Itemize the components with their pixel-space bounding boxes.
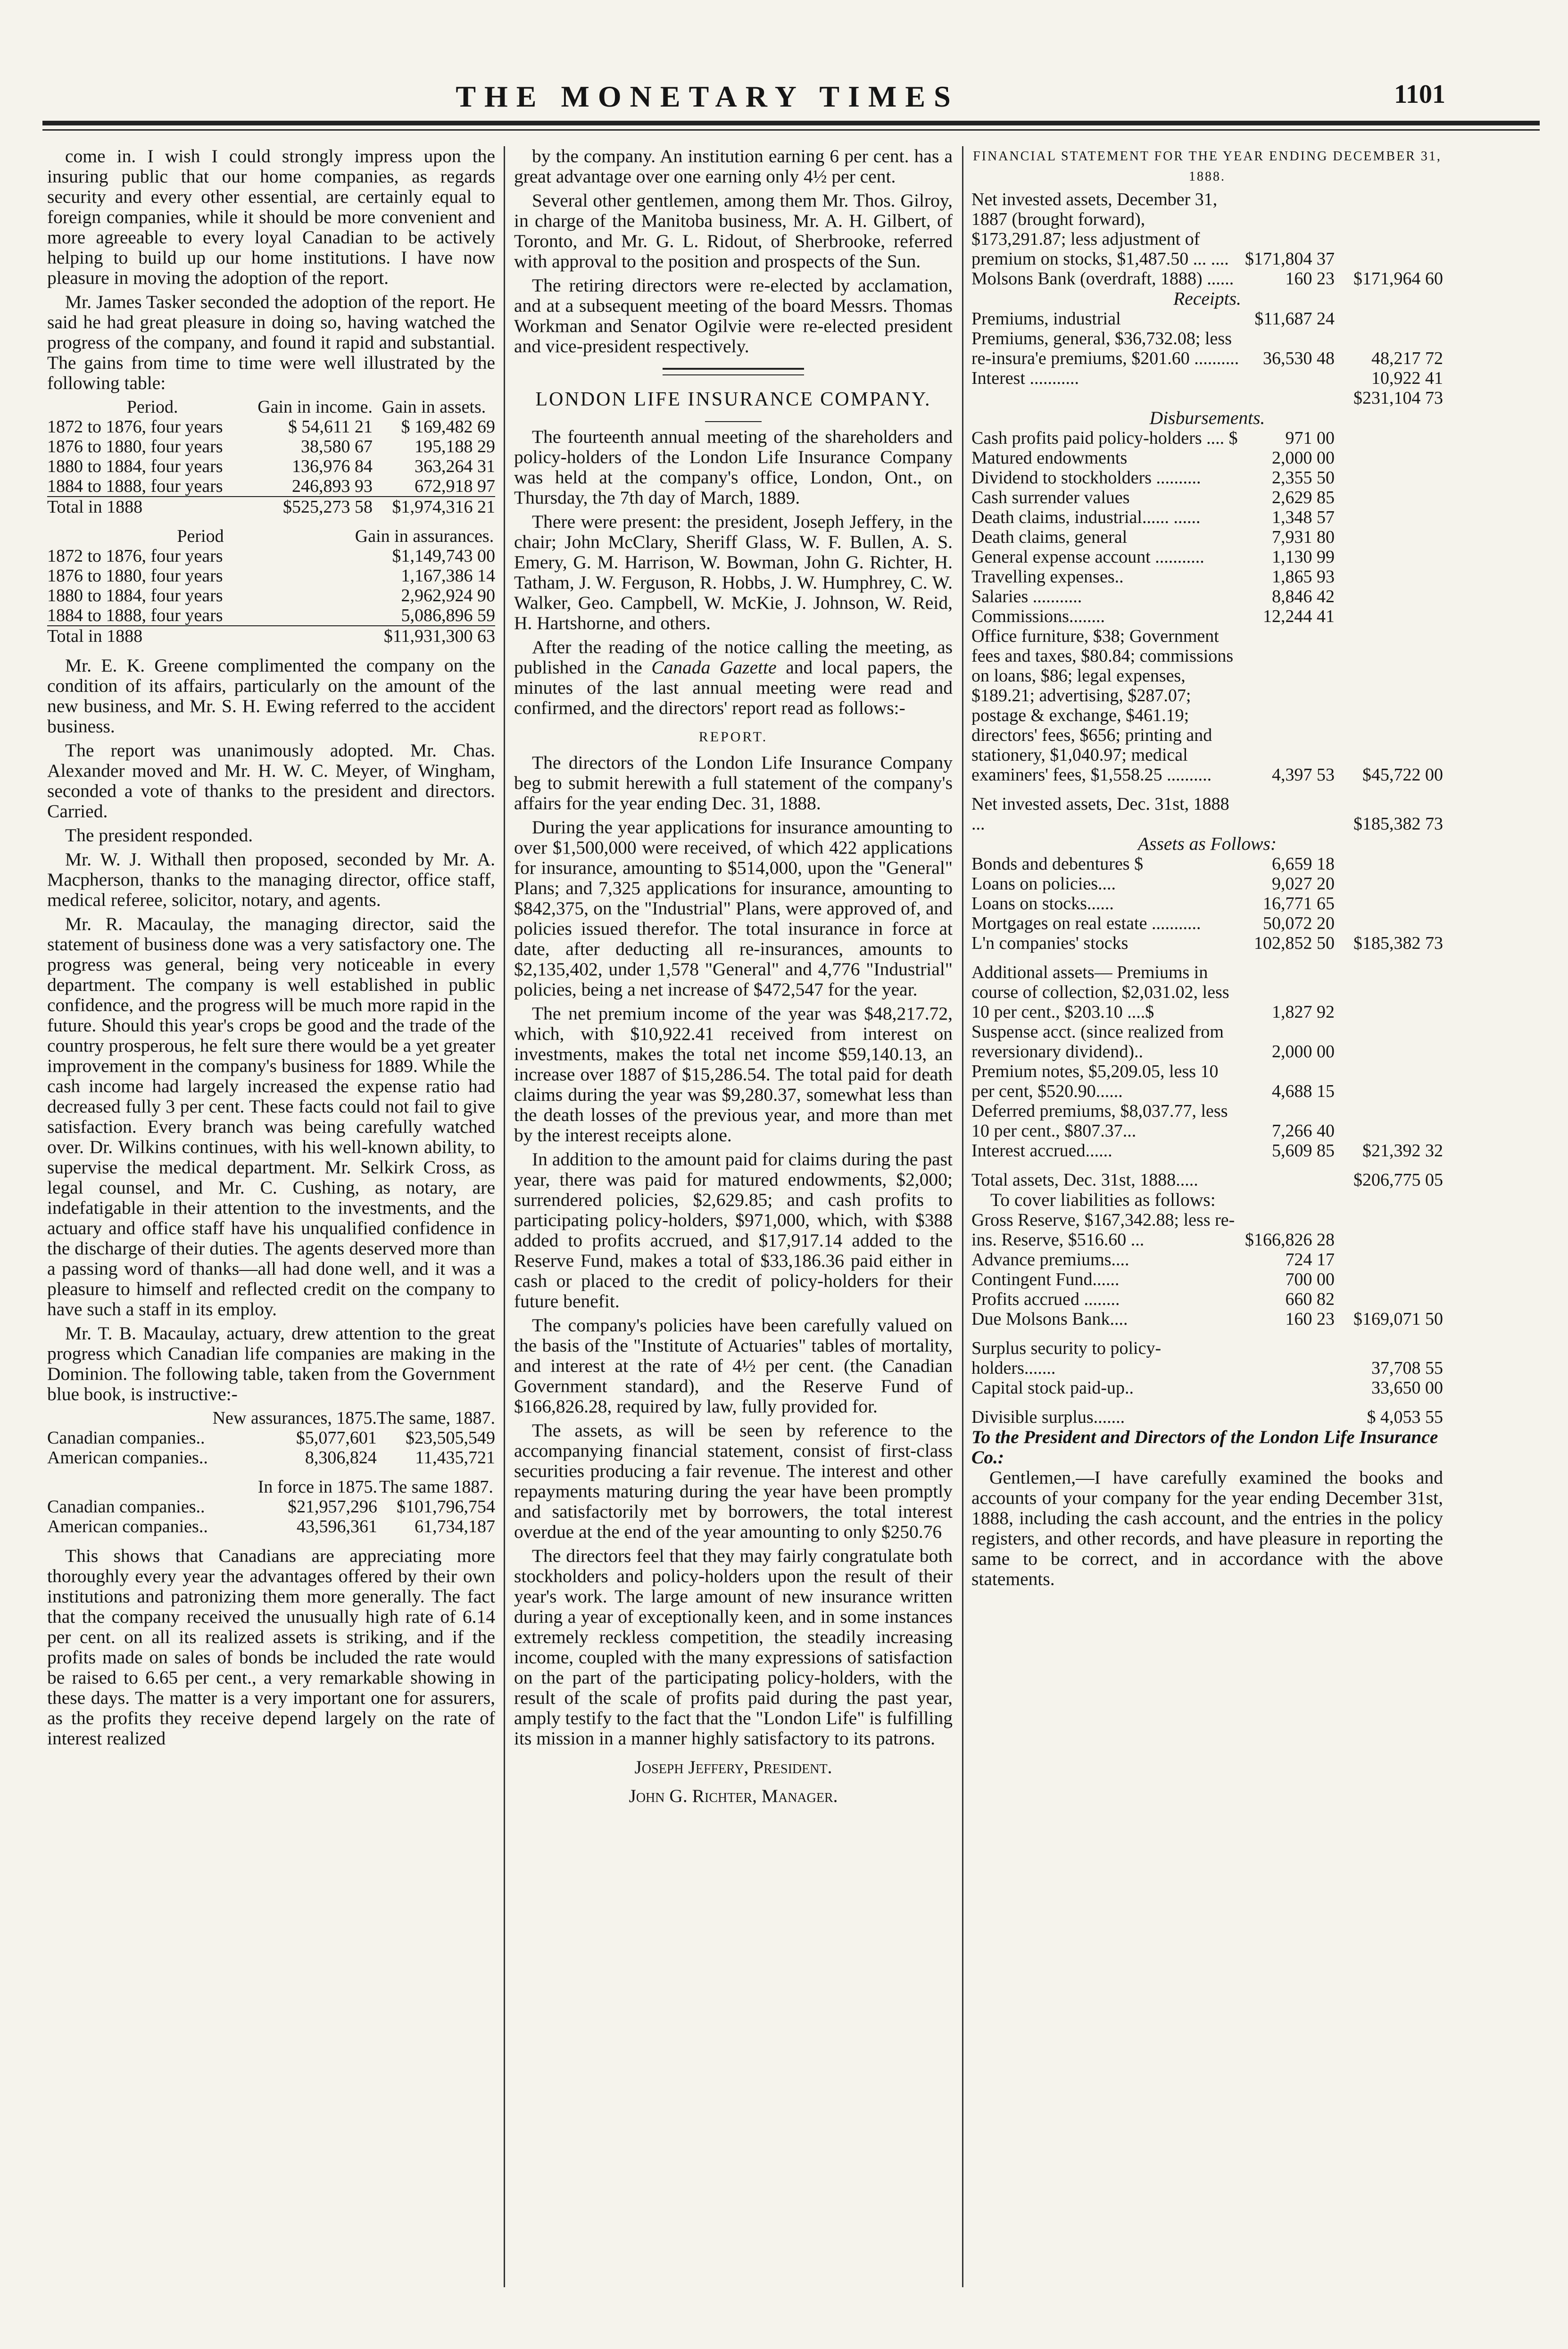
table-cell: 1880 to 1884, four years <box>47 457 223 476</box>
row-amount: 7,266 40 <box>1272 1121 1335 1141</box>
auditor-address: To the President and Directors of the London Life Insurance Co.: <box>971 1427 1438 1468</box>
paragraph: Mr. E. K. Greene complimented the company on the condition of its affairs, particularly on the amount of the new business, and Mr. S. H. Ewing referred to the accident business. <box>47 655 495 737</box>
table-row <box>971 626 1443 785</box>
paragraph <box>514 637 953 718</box>
row-amount <box>1240 1338 1335 1378</box>
paragraph: The net premium income of the year was $48,217.72, which, with $10,922.41 received from interest on investments, makes the total net income $59,140.13, an increase over 1887 of $15,286.54. The total paid for death claims during the year was $9,280.37, somewhat less than the death losses of the previous year, and more than met by the interest receipts alone. <box>514 1003 953 1145</box>
row-amount: 8,846 42 <box>1272 587 1335 606</box>
signature-manager: John G. Richter, Manager. <box>629 1785 838 1806</box>
row-label: Office furniture, $38; Government fees and taxes, $80.84; commissions on loans, $86; legal expenses, $189.21; advertising, $287.07; postage & exchange, $461.19; directors' fees, $656; printing and stationery, $1,040.97; medical examiners' fees, $1,558.25 .......... <box>971 626 1234 785</box>
table-cell: $21,957,296 <box>288 1497 377 1517</box>
row-label: Surplus security to policy-holders....... <box>971 1338 1161 1378</box>
row-total: $21,392 32 <box>1362 1141 1443 1161</box>
table-row <box>47 586 495 606</box>
masthead-title: THE MONETARY TIMES <box>456 80 959 113</box>
new-assurances-table <box>47 1408 495 1468</box>
table-row <box>971 428 1443 448</box>
row-label: Cash profits paid policy-holders .... $ <box>971 428 1238 448</box>
financial-statement-heading: FINANCIAL STATEMENT FOR THE YEAR ENDING DECEMBER 31, 1888. <box>973 149 1442 184</box>
row-label: Net invested assets, December 31, 1887 (brought forward), $173,291.87; less adjustment of premium on stocks, $1,487.50 ... .... <box>971 190 1229 269</box>
row-amount: 724 17 <box>1285 1250 1335 1270</box>
report-heading: REPORT. <box>698 729 768 745</box>
row-total <box>1335 1289 1443 1309</box>
financial-statement-table <box>971 190 1443 289</box>
row-total: 33,650 00 <box>1371 1378 1443 1398</box>
row-total <box>1335 567 1443 587</box>
row-label: Advance premiums.... <box>971 1250 1129 1270</box>
table-header: Gain in income. <box>257 397 373 417</box>
table-row <box>971 567 1443 587</box>
row-label: Bonds and debentures $ <box>971 854 1144 874</box>
table-row <box>971 874 1443 894</box>
row-amount: 160 23 <box>1285 1309 1335 1329</box>
row-amount <box>1240 1378 1335 1398</box>
table-row <box>47 437 495 457</box>
row-amount: 5,609 85 <box>1272 1141 1335 1161</box>
table-row <box>47 546 495 566</box>
row-amount: 1,865 93 <box>1272 567 1335 587</box>
row-total <box>1335 190 1443 269</box>
auditor-letter: Gentlemen,—I have carefully examined the books and accounts of your company for the year ending December 31st, 1888, including the cash account, and the entries in the policy registers, and other records, and have pleasure in reporting the same to be correct, and in accordance with the above statements. <box>971 1467 1443 1589</box>
column-divider-2 <box>962 146 963 2287</box>
row-label: Gross Reserve, $167,342.88; less re-ins. Reserve, $516.60 ... <box>971 1210 1235 1250</box>
table-row <box>971 1250 1443 1270</box>
row-total: $206,775 05 <box>1353 1170 1443 1190</box>
row-amount: 7,931 80 <box>1272 527 1335 547</box>
table-cell: 1872 to 1876, four years <box>47 417 223 437</box>
row-label: Salaries ........... <box>971 587 1082 606</box>
title-rule <box>705 421 762 422</box>
paragraph: The retiring directors were re-elected by acclamation, and at a subsequent meeting of the board Messrs. Thomas Workman and Senator Ogilvie were re-elected president and vice-president respectively. <box>514 275 953 357</box>
table-header: The same, 1887. <box>376 1408 495 1428</box>
row-total <box>1335 1250 1443 1270</box>
column-divider-1 <box>504 146 505 2287</box>
table-row <box>971 1210 1443 1250</box>
liabilities-intro: To cover liabilities as follows: <box>990 1189 1216 1210</box>
row-total: $45,722 00 <box>1362 765 1443 785</box>
row-amount <box>1240 388 1335 408</box>
table-row <box>971 1407 1443 1427</box>
in-force-table <box>47 1477 495 1536</box>
gains-table <box>47 397 495 517</box>
row-total <box>1335 1210 1443 1250</box>
table-header: In force in 1875. <box>257 1477 377 1497</box>
paragraph: The president responded. <box>65 825 253 846</box>
row-label: Premiums, general, $36,732.08; less re-insura'e premiums, $201.60 .......... <box>971 329 1239 368</box>
table-row <box>971 527 1443 547</box>
row-amount: 6,659 18 <box>1272 854 1335 874</box>
table-cell: 1876 to 1880, four years <box>47 437 223 457</box>
column-3 <box>971 146 1443 2316</box>
table-header <box>47 1477 258 1497</box>
row-label: Premiums, industrial <box>971 309 1121 329</box>
row-label: Mortgages on real estate ........... <box>971 913 1201 933</box>
header-rule-thin <box>42 129 1540 131</box>
row-total <box>1335 507 1443 527</box>
row-total <box>1335 309 1443 329</box>
table-row <box>47 1448 495 1468</box>
table-row <box>971 606 1443 626</box>
row-label: Capital stock paid-up.. <box>971 1378 1134 1398</box>
paragraph: The assets, as will be seen by reference to the accompanying financial statement, consist of first-class securities producing a fair revenue. The interest and other repayments maturing during the year have been promptly and satisfactorily met by borrowers, the total interest overdue at the end of the year amounting to only $250.76 <box>514 1420 953 1542</box>
total-assets-table <box>971 1170 1443 1190</box>
table-cell: 61,734,187 <box>415 1517 495 1536</box>
surplus-table <box>971 1338 1443 1398</box>
table-row <box>971 1170 1443 1190</box>
table-cell: $1,149,743 00 <box>392 546 495 566</box>
paragraph: Mr. R. Macaulay, the managing director, said the statement of business done was a very satisfactory one. The progress was general, being very noticeable in every department. The company is well established in public confidence, and the progress will be much more rapid in the future. Should this year's crops be good and the trade of the country prosperous, he felt sure there would be a yet greater improvement in the company's business for 1889. While the cash income had largely increased the expense ratio had decreased fully 3 per cent. These facts could not fail to give satisfaction. Every branch was being carefully watched over. Dr. Wilkins continues, with his well-known ability, to supervise the medical department. Mr. Selkirk Cross, as legal counsel, and Mr. C. Cushing, as notary, are indefatigable in their attention to the investments, and the actuary and office staff have his unqualified confidence in the discharge of their duties. The agents deserved more than a passing word of thanks—all had done well, and it was a pleasure to himself and reflected credit on the company to have such a staff in its employ. <box>47 913 495 1320</box>
table-header: Period. <box>126 397 178 417</box>
table-row <box>47 1497 495 1517</box>
table-cell: 2,962,924 90 <box>401 586 495 606</box>
paragraph: In addition to the amount paid for claims during the past year, there was paid for matured endowments, $2,000; surrendered policies, $2,629.85; and cash profits to participating policy-holders, $971,000, which, with $388 added to profits accrued, and $17,917.14 added to the Reserve Fund, makes a total of $33,186.36 paid either in cash or placed to the credit of policy-holders for their future benefit. <box>514 1149 953 1311</box>
paragraph: The fourteenth annual meeting of the shareholders and policy-holders of the London Life Insurance Company was held at the company's office, London, Ont., on Thursday, the 7th day of March, 1889. <box>514 426 953 508</box>
row-label: Additional assets— Premiums in course of collection, $2,031.02, less 10 per cent., $203.10 ....$ <box>971 963 1229 1022</box>
row-total <box>1335 468 1443 488</box>
row-label: L'n companies' stocks <box>971 933 1128 953</box>
row-total <box>1335 913 1443 933</box>
row-total <box>1335 1062 1443 1101</box>
section-divider <box>663 368 804 375</box>
table-row <box>971 190 1443 269</box>
paragraph: The directors of the London Life Insurance Company beg to submit herewith a full statement of the company's affairs for the year ending Dec. 31, 1888. <box>514 752 953 813</box>
text-span: After the reading of the notice calling the meeting, as published in the <box>514 637 953 678</box>
row-label: Interest accrued...... <box>971 1141 1112 1161</box>
row-total <box>1335 606 1443 626</box>
paragraph: There were present: the president, Joseph Jeffery, in the chair; John McClary, Sheriff Glass, W. F. Bullen, A. S. Emery, G. M. Harrison, W. Bowman, John G. Richter, H. Tatham, J. W. Ferguson, R. Hobbs, J. W. Humphrey, C. W. Walker, Geo. Campbell, W. McKie, J. Johnson, W. Reid, H. Hartshorne, and others. <box>514 511 953 633</box>
text-span: and local papers, the minutes of the last annual meeting were read and confirmed, and the directors' report read as follows:- <box>514 657 953 718</box>
table-cell: $525,273 58 <box>283 497 373 517</box>
article-title: LONDON LIFE INSURANCE COMPANY. <box>535 389 931 410</box>
row-total <box>1335 587 1443 606</box>
row-label: Deferred premiums, $8,037.77, less 10 per cent., $807.37... <box>971 1101 1228 1141</box>
assurance-table <box>47 526 495 646</box>
table-cell: 246,893 93 <box>292 476 373 496</box>
row-total: 10,922 41 <box>1371 368 1443 388</box>
table-header: Gain in assets. <box>382 397 486 417</box>
table-row <box>971 1309 1443 1329</box>
page-number: 1101 <box>1394 80 1445 109</box>
page-header <box>0 70 1568 122</box>
table-row <box>971 1062 1443 1101</box>
table-cell: 195,188 29 <box>415 437 495 457</box>
table-cell: 1,167,386 14 <box>401 566 495 586</box>
signature-president: Joseph Jeffery, President. <box>634 1757 832 1777</box>
table-cell: Canadian companies.. <box>47 1497 205 1517</box>
assets-table <box>971 854 1443 953</box>
table-header: Gain in assurances. <box>355 526 494 546</box>
row-amount: 50,072 20 <box>1263 913 1335 933</box>
row-total <box>1335 527 1443 547</box>
row-label: Death claims, industrial...... ...... <box>971 507 1201 527</box>
row-amount: 660 82 <box>1285 1289 1335 1309</box>
table-cell: 672,918 97 <box>415 476 495 496</box>
table-row <box>971 587 1443 606</box>
row-label: Divisible surplus....... <box>971 1407 1125 1427</box>
table-row <box>971 1378 1443 1398</box>
row-total: $171,964 60 <box>1353 269 1443 289</box>
table-row <box>971 329 1443 368</box>
paragraph: This shows that Canadians are appreciating more thoroughly every year the advantages offered by their own institutions and patronizing them more generally. The fact that the company received the unusually high rate of 6.14 per cent. on all its realized assets is striking, and if the profits made on sales of bonds be included the rate would be raised to 6.65 per cent., a very remarkable showing in these days. The matter is a very important one for assurers, as the profits they receive depend largely on the rate of interest realized <box>47 1545 495 1749</box>
row-amount: 9,027 20 <box>1272 874 1335 894</box>
divisible-surplus-table <box>971 1407 1443 1427</box>
additional-assets-table <box>971 963 1443 1161</box>
table-cell: Total in 1888 <box>47 497 143 517</box>
row-label: Total assets, Dec. 31st, 1888..... <box>971 1170 1198 1190</box>
table-total-row <box>47 626 495 646</box>
table-row <box>47 606 495 626</box>
table-cell: 1884 to 1888, four years <box>47 476 223 496</box>
row-total: $169,071 50 <box>1353 1309 1443 1329</box>
row-amount: 1,827 92 <box>1272 1002 1335 1022</box>
row-amount: $171,804 37 <box>1245 249 1335 269</box>
row-amount: 160 23 <box>1285 269 1335 289</box>
row-amount: 700 00 <box>1285 1270 1335 1289</box>
row-total: 48,217 72 <box>1371 349 1443 368</box>
header-rule-thick <box>42 121 1540 125</box>
row-label: Molsons Bank (overdraft, 1888) ...... <box>971 269 1234 289</box>
receipts-table <box>971 309 1443 408</box>
disbursements-table <box>971 428 1443 785</box>
row-label: Dividend to stockholders .......... <box>971 468 1201 488</box>
table-cell: 1884 to 1888, four years <box>47 606 223 625</box>
table-row <box>971 468 1443 488</box>
row-label: Loans on stocks...... <box>971 894 1114 913</box>
table-total-row <box>47 497 495 517</box>
table-cell: Total in 1888 <box>47 626 143 646</box>
table-row <box>971 448 1443 468</box>
row-amount: 36,530 48 <box>1263 349 1335 368</box>
table-row <box>971 1270 1443 1289</box>
table-cell: $11,931,300 63 <box>383 626 495 646</box>
paragraph: come in. I wish I could strongly impress upon the insuring public that our home companies, as regards security and every other essential, are certainly equal to foreign companies, while it should be more convenient and more agreeable to every loyal Canadian to be actively helping to build up our home institutions. I have now pleasure in moving the adoption of the report. <box>47 146 495 288</box>
table-cell: 1872 to 1876, four years <box>47 546 223 566</box>
table-row <box>971 963 1443 1022</box>
net-assets-table <box>971 794 1443 834</box>
row-total <box>1335 428 1443 448</box>
table-cell: 11,435,721 <box>415 1448 495 1468</box>
paragraph: Several other gentlemen, among them Mr. Thos. Gilroy, in charge of the Manitoba business, Mr. A. H. Gilbert, of Toronto, and Mr. G. L. Ridout, of Sherbrooke, referred with approval to the position and prospects of the Sun. <box>514 190 953 272</box>
column-1 <box>47 146 495 2316</box>
row-label: Suspense acct. (since realized from reversionary dividend).. <box>971 1022 1224 1062</box>
table-cell: $101,796,754 <box>397 1497 495 1517</box>
table-row <box>971 933 1443 953</box>
table-row <box>47 476 495 497</box>
row-label: Loans on policies.... <box>971 874 1116 894</box>
row-label: Due Molsons Bank.... <box>971 1309 1128 1329</box>
row-total: $185,382 73 <box>1353 933 1443 953</box>
table-cell: 8,306,824 <box>305 1448 377 1468</box>
table-cell: $5,077,601 <box>296 1428 377 1448</box>
paragraph: The report was unanimously adopted. Mr. Chas. Alexander moved and Mr. H. W. C. Meyer, of Wingham, seconded a vote of thanks to the president and directors. Carried. <box>47 740 495 822</box>
row-total: $185,382 73 <box>1353 814 1443 834</box>
table-cell: $1,974,316 21 <box>392 497 495 517</box>
table-row <box>47 566 495 586</box>
row-total <box>1335 1022 1443 1062</box>
row-total <box>1335 1101 1443 1141</box>
table-cell: 363,264 31 <box>415 457 495 476</box>
row-label: Travelling expenses.. <box>971 567 1124 587</box>
row-total <box>1335 874 1443 894</box>
row-total <box>1335 963 1443 1022</box>
row-label: Death claims, general <box>971 527 1128 547</box>
paragraph: Mr. T. B. Macaulay, actuary, drew attention to the great progress which Canadian life companies are making in the Dominion. The following table, taken from the Government blue book, is instructive:- <box>47 1323 495 1404</box>
table-header: The same 1887. <box>379 1477 493 1497</box>
table-cell: 136,976 84 <box>292 457 373 476</box>
row-amount: 12,244 41 <box>1263 606 1335 626</box>
table-cell: 1876 to 1880, four years <box>47 566 223 586</box>
row-total: $231,104 73 <box>1353 388 1443 408</box>
table-cell: $23,505,549 <box>406 1428 495 1448</box>
row-amount: 971 00 <box>1285 428 1335 448</box>
row-amount: 2,355 50 <box>1272 468 1335 488</box>
paragraph: Mr. W. J. Withall then proposed, seconded by Mr. A. Macpherson, thanks to the managing director, office staff, medical referee, solicitor, notary, and agents. <box>47 849 495 910</box>
row-label: Contingent Fund...... <box>971 1270 1120 1289</box>
row-amount: 2,000 00 <box>1272 448 1335 468</box>
table-cell: $ 169,482 69 <box>401 417 495 437</box>
row-label <box>971 388 1240 408</box>
row-total <box>1335 894 1443 913</box>
table-cell: Canadian companies.. <box>47 1428 205 1448</box>
table-cell: American companies.. <box>47 1448 208 1468</box>
assets-heading: Assets as Follows: <box>1137 833 1277 854</box>
table-row <box>971 913 1443 933</box>
row-amount: 2,000 00 <box>1272 1042 1335 1062</box>
row-label: Profits accrued ........ <box>971 1289 1120 1309</box>
table-cell: 5,086,896 59 <box>401 606 495 625</box>
table-row <box>47 1428 495 1448</box>
table-row <box>971 388 1443 408</box>
table-row <box>971 854 1443 874</box>
table-row <box>971 309 1443 329</box>
table-row <box>47 417 495 437</box>
table-row <box>971 488 1443 507</box>
table-header: Period <box>177 526 224 546</box>
row-total <box>1335 1270 1443 1289</box>
row-label: Premium notes, $5,209.05, less 10 per cent, $520.90...... <box>971 1062 1219 1101</box>
paragraph: During the year applications for insurance amounting to over $1,500,000 were received, of which 422 applications for insurance, amounting to $514,000, upon the "General" Plans; and 7,325 applications for insurance, amounting to $842,375, on the "Industrial" Plans, were approved of, and policies issued therefor. The total insurance in force at date, after deducting all re-insurances, amounts to $2,135,402, under 1,578 "General" and 4,776 "Industrial" policies, being a net increase of $472,547 for the year. <box>514 817 953 1000</box>
row-amount: $166,826 28 <box>1245 1230 1335 1250</box>
table-row <box>971 894 1443 913</box>
table-header <box>47 1408 213 1428</box>
italic-text: Canada Gazette <box>651 657 777 678</box>
paragraph: by the company. An institution earning 6 per cent. has a great advantage over one earning only 4½ per cent. <box>514 146 953 187</box>
row-total: 37,708 55 <box>1371 1358 1443 1378</box>
row-amount <box>1240 368 1335 388</box>
table-header: New assurances, 1875. <box>212 1408 377 1428</box>
table-cell: 43,596,361 <box>297 1517 377 1536</box>
row-total <box>1335 854 1443 874</box>
row-amount: 4,688 15 <box>1272 1081 1335 1101</box>
row-label: General expense account ........... <box>971 547 1204 567</box>
table-row <box>971 1101 1443 1141</box>
table-row <box>971 507 1443 527</box>
table-row <box>971 1289 1443 1309</box>
row-total <box>1335 547 1443 567</box>
row-label: Cash surrender values <box>971 488 1130 507</box>
table-row <box>971 269 1443 289</box>
table-cell: $ 54,611 21 <box>288 417 373 437</box>
row-amount: 1,130 99 <box>1272 547 1335 567</box>
row-total <box>1335 448 1443 468</box>
disbursements-heading: Disbursements. <box>1149 407 1265 428</box>
row-label: Commissions........ <box>971 606 1105 626</box>
row-total <box>1335 488 1443 507</box>
table-row <box>971 794 1443 834</box>
table-row <box>971 547 1443 567</box>
row-label: Net invested assets, Dec. 31st, 1888 ... <box>971 794 1229 834</box>
column-2 <box>514 146 953 2316</box>
table-cell: American companies.. <box>47 1517 208 1536</box>
row-label: Matured endowments <box>971 448 1128 468</box>
row-amount: 16,771 65 <box>1263 894 1335 913</box>
row-label: Interest ........... <box>971 368 1079 388</box>
row-amount: 4,397 53 <box>1272 765 1335 785</box>
table-cell: 1880 to 1884, four years <box>47 586 223 606</box>
row-amount: 102,852 50 <box>1254 933 1335 953</box>
liabilities-table <box>971 1210 1443 1329</box>
receipts-heading: Receipts. <box>1173 288 1241 309</box>
row-amount: $11,687 24 <box>1254 309 1335 329</box>
table-row <box>971 1141 1443 1161</box>
paragraph: The directors feel that they may fairly congratulate both stockholders and policy-holders upon the result of their year's work. The large amount of new insurance written during a year of exceptionally keen, and in some instances extremely reckless competition, the steadily increasing income, coupled with the many expressions of satisfaction on the part of the participating policy-holders, with the result of the scale of profits paid during the past year, amply testify to the fact that the "London Life" is fulfilling its mission in a manner highly satisfactory to its patrons. <box>514 1545 953 1749</box>
table-row <box>971 1022 1443 1062</box>
paragraph: The company's policies have been carefully valued on the basis of the "Institute of Actuaries" tables of mortality, and interest at the rate of 4½ per cent. (the Canadian Government standard), and the Reserve Fund of $166,826.28, required by law, fully provided for. <box>514 1315 953 1417</box>
table-row <box>47 1517 495 1536</box>
row-total: $ 4,053 55 <box>1367 1407 1443 1427</box>
row-amount: 1,348 57 <box>1272 507 1335 527</box>
table-row <box>47 457 495 476</box>
paragraph: Mr. James Tasker seconded the adoption of the report. He said he had great pleasure in doing so, having watched the progress of the company, and found it rapid and substantial. The gains from time to time were well illustrated by the following table: <box>47 291 495 393</box>
table-row <box>971 368 1443 388</box>
table-row <box>971 1338 1443 1378</box>
row-amount: 2,629 85 <box>1272 488 1335 507</box>
table-cell: 38,580 67 <box>301 437 373 457</box>
